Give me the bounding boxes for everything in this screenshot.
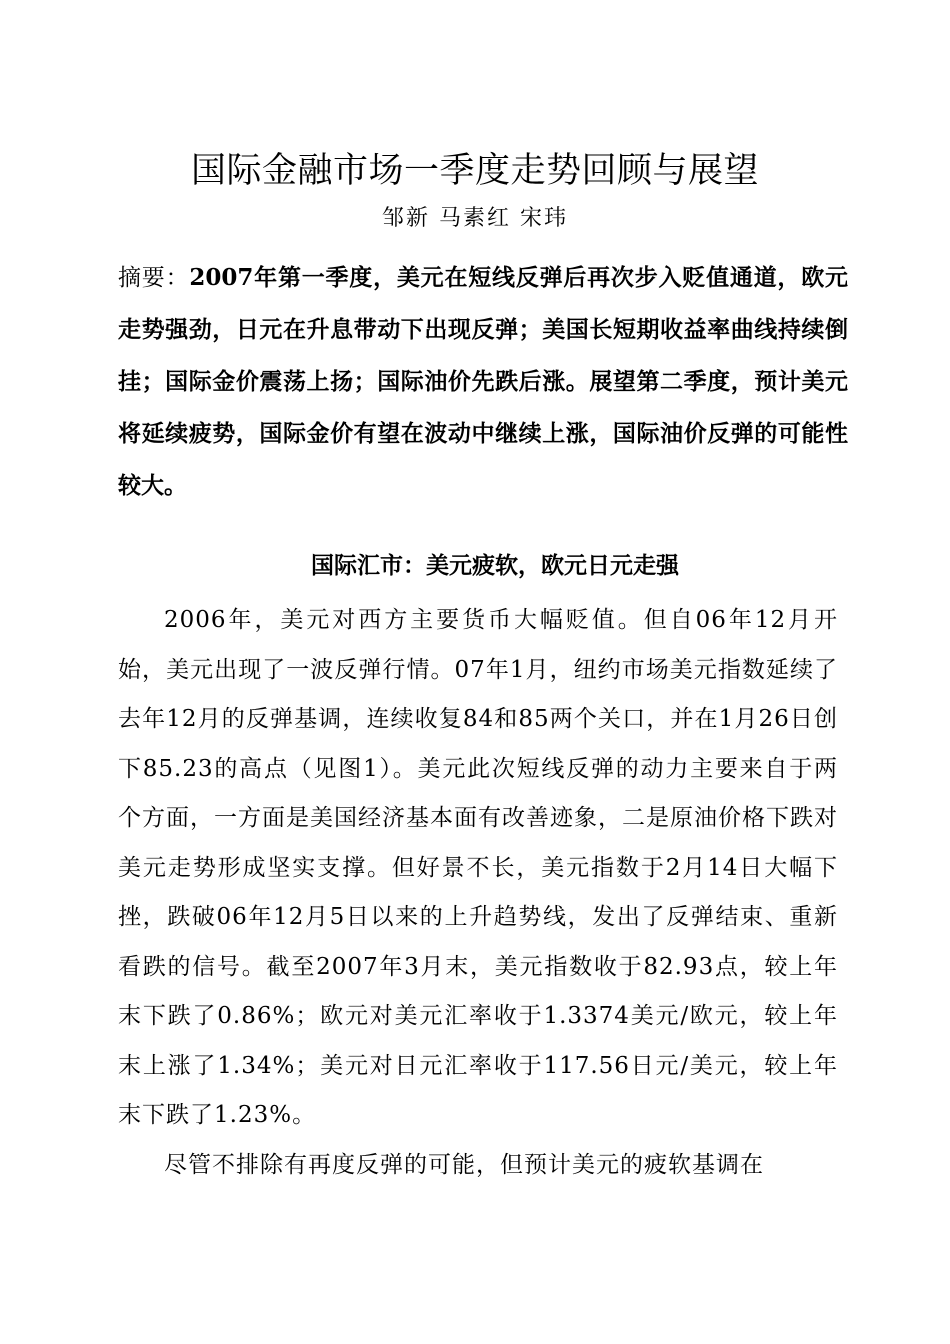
- document-title: 国际金融市场一季度走势回顾与展望: [190, 151, 759, 191]
- body-paragraph-2: 尽管不排除有再度反弹的可能，但预计美元的疲软基调在: [164, 1152, 764, 1178]
- abstract-block: [118, 252, 848, 512]
- section-heading: 国际汇市：美元疲软，欧元日元走强: [311, 552, 679, 579]
- document-authors: 邹新 马素红 宋玮: [382, 206, 568, 231]
- body-paragraph-1: 2006年，美元对西方主要货币大幅贬值。但自06年12月开始，美元出现了一波反弹行情。07年1月，纽约市场美元指数延续了去年12月的反弹基调，连续收复84和85两个关口，并在1月26日创下85.23的高点（见图1）。美元此次短线反弹的动力主要来自于两个方面，一方面是美国经济基本面有改善迹象，二是原油价格下跌对美元走势形成坚实支撑。但好景不长，美元指数于2月14日大幅下挫，跌破06年12月5日以来的上升趋势线，发出了反弹结束、重新看跌的信号。截至2007年3月末，美元指数收于82.93点，较上年末下跌了0.86%；欧元对美元汇率收于1.3374美元/欧元，较上年末上涨了1.34%；美元对日元汇率收于117.56日元/美元，较上年末下跌了1.23%。: [118, 607, 838, 1128]
- abstract-label: 摘要：: [118, 265, 190, 291]
- abstract-text: 2007年第一季度，美元在短线反弹后再次步入贬值通道，欧元走势强劲，日元在升息带动下出现反弹；美国长短期收益率曲线持续倒挂；国际金价震荡上扬；国际油价先跌后涨。展望第二季度，预计美元将延续疲势，国际金价有望在波动中继续上涨，国际油价反弹的可能性较大。: [118, 264, 849, 499]
